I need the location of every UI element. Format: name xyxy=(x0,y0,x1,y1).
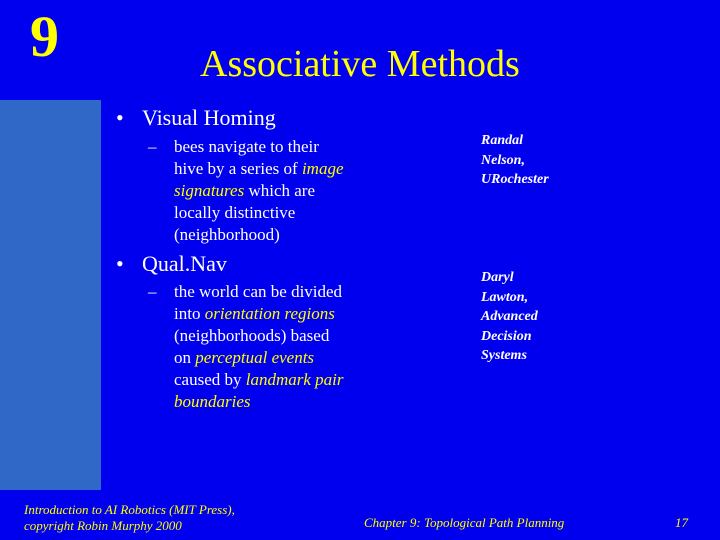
emphasis-run: boundaries xyxy=(174,392,251,411)
credit-line: Advanced xyxy=(481,309,538,324)
sub-line xyxy=(174,224,343,246)
credit-daryl-lawton xyxy=(481,268,538,366)
credit-line: Lawton, xyxy=(481,289,529,305)
emphasis-run: landmark pair xyxy=(245,370,344,389)
emphasis-run: perceptual events xyxy=(195,348,315,367)
credit-line: Decision xyxy=(481,328,532,344)
bullet-marker: • xyxy=(116,251,124,276)
sub-line xyxy=(174,369,344,391)
footer-line: copyright Robin Murphy 2000 xyxy=(24,518,182,533)
text-run: (neighborhood) xyxy=(174,225,280,244)
sub-line xyxy=(174,303,344,325)
emphasis-run: orientation regions xyxy=(204,304,335,323)
sub-bullet-dash: – xyxy=(148,282,157,301)
sub-bullet-dash: – xyxy=(148,137,157,156)
sub-line xyxy=(174,158,343,180)
credit-randal-nelson xyxy=(481,131,549,190)
bullet-marker: • xyxy=(116,105,124,130)
credit-line: Systems xyxy=(481,348,527,363)
text-run: caused by xyxy=(174,370,246,389)
sub-bullet-qualnav xyxy=(148,281,344,413)
text-run: on xyxy=(174,348,196,367)
text-run: into xyxy=(174,304,205,323)
footer-line: Introduction to AI Robotics (MIT Press), xyxy=(24,502,235,517)
bullet-visual-homing xyxy=(116,106,276,130)
credit-line: Randal xyxy=(481,133,524,148)
sub-bullet-lines xyxy=(174,281,344,413)
side-band xyxy=(0,100,101,490)
footer-page-number: 17 xyxy=(675,515,688,530)
sub-line xyxy=(174,202,343,224)
text-run: locally distinctive xyxy=(174,203,296,222)
text-run: which are xyxy=(244,181,316,200)
emphasis-run: signatures xyxy=(174,181,245,200)
bullet-label: Qual.Nav xyxy=(142,251,227,276)
text-run: the world can be divided xyxy=(174,282,343,301)
slide-title: Associative Methods xyxy=(200,43,520,85)
emphasis-run: image xyxy=(301,159,344,178)
sub-line xyxy=(174,391,344,413)
credit-line: Nelson, xyxy=(481,152,525,168)
sub-line xyxy=(174,325,344,347)
chapter-number: 9 xyxy=(30,4,59,69)
credit-line: Daryl xyxy=(481,270,514,285)
sub-line xyxy=(174,347,344,369)
text-run: hive by a series of xyxy=(174,159,302,178)
sub-line xyxy=(174,136,343,158)
sub-line xyxy=(174,281,344,303)
footer-chapter: Chapter 9: Topological Path Planning xyxy=(364,515,565,530)
credit-line: URochester xyxy=(481,172,549,187)
footer-copyright xyxy=(24,502,235,534)
text-run: (neighborhoods) based xyxy=(174,326,330,345)
sub-bullet-visual-homing xyxy=(148,136,343,246)
bullet-qualnav xyxy=(116,252,227,276)
text-run: bees navigate to their xyxy=(174,137,319,156)
sub-line xyxy=(174,180,343,202)
sub-bullet-lines xyxy=(174,136,343,246)
bullet-label: Visual Homing xyxy=(142,105,276,130)
